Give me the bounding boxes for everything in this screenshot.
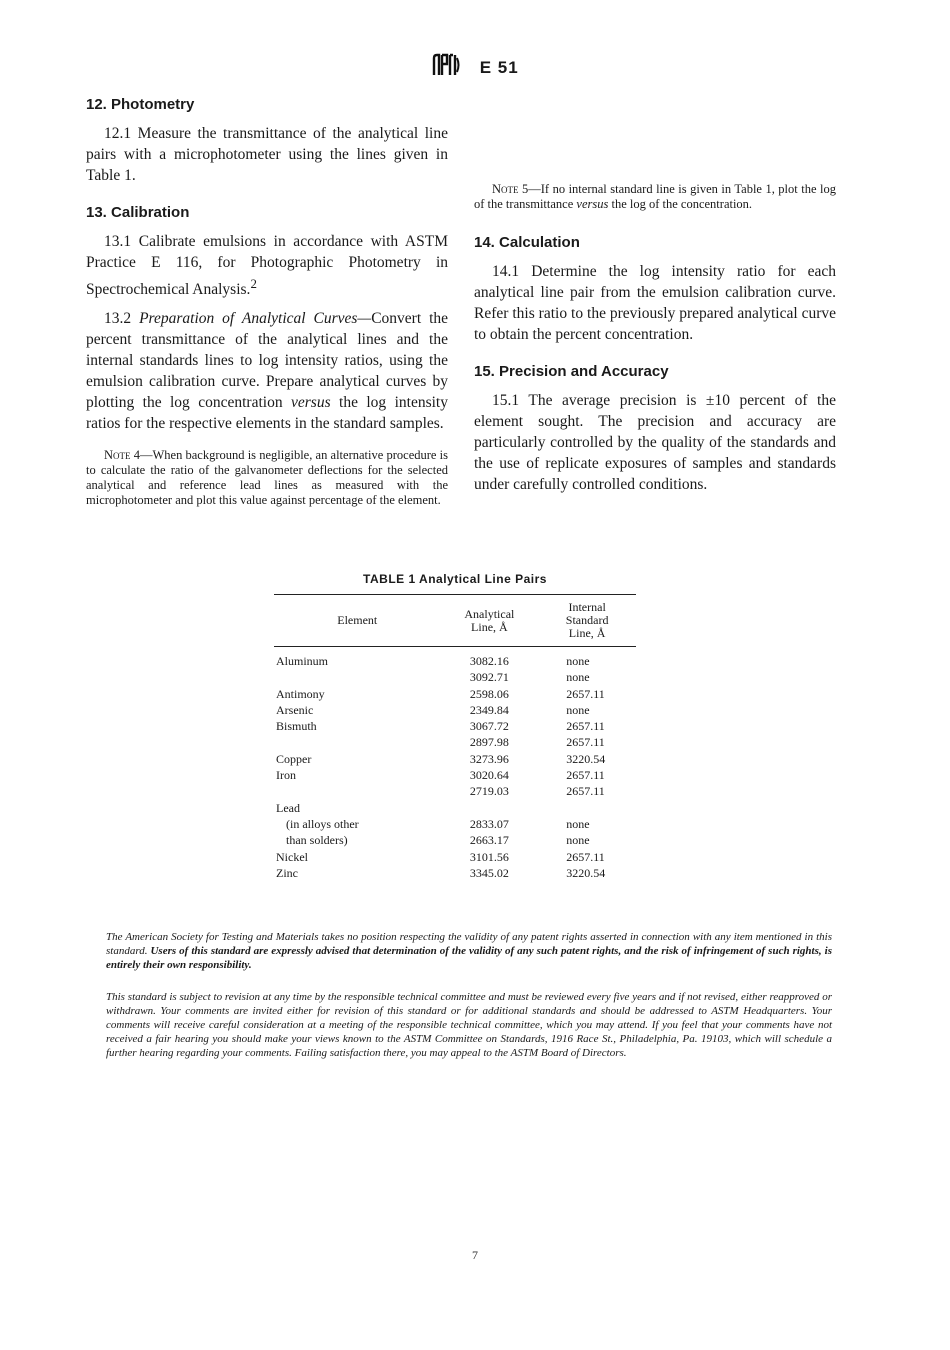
paragraph-15-1: 15.1 The average precision is ±10 percent of the element sought. The precision and accuracy are particularly controlled by the quality of the standards and the use of replicate exposures of samples and standards under carefully controlled conditions. bbox=[474, 392, 836, 493]
cell-element: Arsenic bbox=[276, 702, 314, 717]
header-line: Line, Å bbox=[568, 626, 606, 640]
cell-element: Zinc bbox=[276, 865, 298, 880]
cell-element: Bismuth bbox=[276, 719, 317, 734]
note-text: the log of the concentration. bbox=[608, 197, 753, 211]
cell-element: Iron bbox=[276, 768, 296, 783]
table-row bbox=[274, 783, 636, 799]
table-row bbox=[274, 686, 636, 702]
header-analytical-line bbox=[441, 595, 539, 647]
section-heading: 14. Calculation bbox=[474, 234, 580, 251]
page-header bbox=[0, 52, 950, 83]
header-element: Element bbox=[274, 595, 441, 647]
section-heading: 13. Calibration bbox=[86, 204, 190, 221]
table-row bbox=[274, 702, 636, 718]
table-row bbox=[274, 816, 636, 832]
cell-analytical: 2719.03 bbox=[469, 784, 509, 799]
cell-internal: none bbox=[566, 654, 590, 668]
line-pairs-table bbox=[274, 594, 636, 881]
standard-designation: E 51 bbox=[479, 57, 519, 77]
footnote-ref: 2 bbox=[250, 276, 257, 291]
cell-internal: none bbox=[566, 816, 590, 831]
paragraph-12-1: 12.1 Measure the transmittance of the analytical line pairs with a microphotometer using the lines given in Table 1. bbox=[86, 125, 448, 184]
cell-analytical: 3020.64 bbox=[469, 768, 509, 783]
note-label: Note 4 bbox=[104, 448, 140, 463]
header-line: Internal bbox=[568, 600, 606, 614]
cell-element: than solders) bbox=[286, 833, 348, 848]
cell-analytical: 3345.02 bbox=[469, 865, 509, 880]
cell-internal: 3220.54 bbox=[566, 751, 606, 766]
header-line: Analytical bbox=[464, 606, 515, 621]
cell-analytical: 2663.17 bbox=[469, 833, 509, 848]
section-photometry bbox=[86, 96, 448, 186]
table-row bbox=[274, 767, 636, 783]
right-column bbox=[474, 136, 836, 513]
page-number: 7 bbox=[472, 1248, 478, 1262]
versus-text: versus bbox=[576, 197, 609, 211]
paragraph-text: the log intensity ratios for the respective elements in the standard samples. bbox=[86, 394, 448, 433]
revision-notice: This standard is subject to revision at any time by the responsible technical committee and must be reviewed every five years and if not revised, either reapproved or withdrawn. Your comments are invited either for revision of this standard or for additional standards and should be addressed to ASTM Headquarters. Your comments will receive careful consideration at a meeting of the responsible technical committee, which you may attend. If you feel that your comments have not received a fair hearing you should make your views known to the ASTM Committee on Standards, 1916 Race St., Philadelphia, Pa. 19103, which will schedule a further hearing regarding your comments. Failing satisfaction there, you may appeal to the ASTM Board of Directors. bbox=[106, 991, 832, 1059]
cell-analytical: 2897.98 bbox=[469, 735, 509, 750]
cell-internal: 2657.11 bbox=[566, 849, 605, 864]
table-title: TABLE 1 Analytical Line Pairs bbox=[363, 572, 547, 586]
cell-internal: 2657.11 bbox=[566, 686, 605, 701]
cell-element: (in alloys other bbox=[286, 816, 359, 831]
cell-internal: none bbox=[566, 670, 590, 685]
cell-analytical: 3101.56 bbox=[469, 849, 509, 864]
cell-internal bbox=[538, 800, 636, 816]
note-5 bbox=[474, 182, 836, 212]
note-label: Note 5 bbox=[492, 182, 529, 196]
cell-internal: 2657.11 bbox=[566, 719, 605, 734]
header-internal-standard bbox=[538, 595, 636, 647]
section-heading: 12. Photometry bbox=[86, 96, 195, 113]
left-column bbox=[86, 96, 448, 526]
cell-element: Copper bbox=[276, 751, 312, 766]
note-4 bbox=[86, 448, 448, 508]
patent-notice-text: The American Society for Testing and Materials takes no position respecting the validity of any patent rights asserted in connection with any item mentioned in this standard. bbox=[106, 931, 832, 957]
cell-internal: none bbox=[566, 833, 590, 848]
header-line: Line, Å bbox=[471, 619, 508, 634]
table-row bbox=[274, 800, 636, 816]
paragraph-14-1: 14.1 Determine the log intensity ratio for each analytical line pair from the emulsion calibration curve. Refer this ratio to the previously prepared analytical curve to obtain the percent concentration. bbox=[474, 263, 836, 343]
note-text: —If no internal standard line is given in Table 1, plot the log of the transmittance bbox=[474, 182, 836, 211]
table-row bbox=[274, 865, 636, 881]
paragraph-13-2 bbox=[86, 308, 448, 434]
patent-notice bbox=[106, 930, 832, 972]
table-row bbox=[274, 718, 636, 734]
header-line: Standard bbox=[565, 613, 609, 627]
cell-element bbox=[274, 734, 441, 750]
cell-analytical: 3067.72 bbox=[469, 719, 509, 734]
section-calculation bbox=[474, 234, 836, 345]
table-row bbox=[274, 734, 636, 750]
cell-analytical: 3092.71 bbox=[469, 670, 509, 685]
cell-element bbox=[274, 783, 441, 799]
cell-analytical: 2349.84 bbox=[469, 702, 509, 717]
section-precision bbox=[474, 363, 836, 495]
cell-element: Aluminum bbox=[276, 654, 329, 668]
cell-element bbox=[274, 669, 441, 685]
table-row bbox=[274, 647, 636, 670]
analytical-line-pairs-table bbox=[274, 572, 636, 881]
versus-text: versus bbox=[291, 394, 331, 412]
cell-analytical: 3082.16 bbox=[469, 654, 509, 668]
paragraph-title: Preparation of Analytical Curves— bbox=[139, 310, 372, 328]
cell-internal: 2657.11 bbox=[566, 784, 605, 799]
cell-analytical bbox=[441, 800, 539, 816]
patent-notice-emphasis: Users of this standard are expressly advised that determination of the validity of any such patent rights, and the risk of infringement of such rights, is entirely their own responsibility. bbox=[106, 945, 832, 971]
paragraph-13-1-text: 13.1 Calibrate emulsions in accordance with ASTM Practice E 116, for Photographic Photometry in Spectrochemical Analysis. bbox=[86, 233, 448, 299]
cell-analytical: 2598.06 bbox=[469, 686, 509, 701]
cell-element: Nickel bbox=[276, 849, 308, 864]
table-row bbox=[274, 849, 636, 865]
note-text: —When background is negligible, an alternative procedure is to calculate the ratio of the galvanometer deflections for the selected analytical and reference lead lines as measured with the microphotometer and plot this value against percentage of the element. bbox=[86, 448, 448, 508]
paragraph-text: Convert the percent transmittance of the analytical lines and the internal standards lines to log intensity ratios, using the emulsion calibration curve. Prepare analytical curves by plotting the log concentration bbox=[86, 310, 449, 412]
table-header-row bbox=[274, 595, 636, 647]
table-row bbox=[274, 751, 636, 767]
section-heading: 15. Precision and Accuracy bbox=[474, 363, 669, 380]
table-row bbox=[274, 669, 636, 685]
cell-analytical: 2833.07 bbox=[469, 816, 509, 831]
paragraph-13-1 bbox=[86, 231, 448, 300]
section-calibration bbox=[86, 204, 448, 508]
cell-analytical: 3273.96 bbox=[469, 751, 509, 766]
table-row bbox=[274, 832, 636, 848]
cell-element: Lead bbox=[276, 800, 300, 815]
cell-internal: 2657.11 bbox=[566, 768, 605, 783]
astm-logo-icon bbox=[431, 52, 461, 83]
cell-internal: none bbox=[566, 702, 590, 717]
cell-internal: 3220.54 bbox=[566, 865, 606, 880]
cell-element: Antimony bbox=[276, 686, 325, 701]
paragraph-number: 13.2 bbox=[104, 310, 132, 328]
cell-internal: 2657.11 bbox=[566, 735, 605, 750]
